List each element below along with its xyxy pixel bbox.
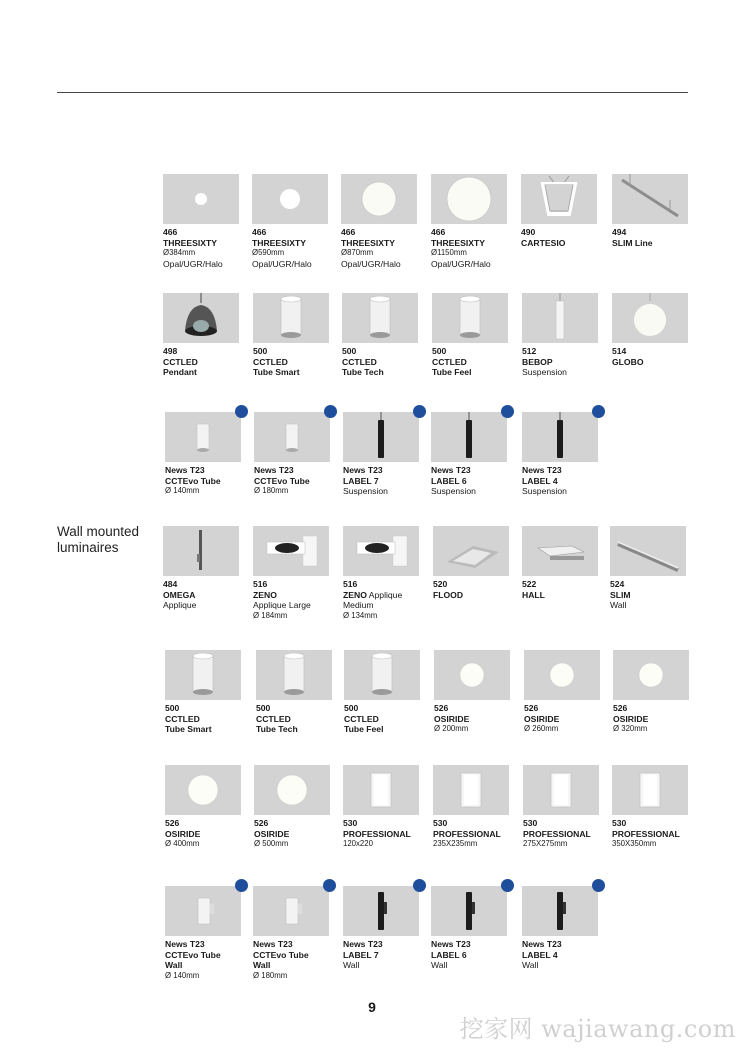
product-name: OSIRIDE	[434, 713, 470, 724]
product-caption	[343, 579, 433, 621]
product-type: Applique	[368, 589, 403, 600]
product-caption	[431, 939, 521, 971]
product-detail: Wall	[610, 600, 627, 611]
product-number: 500	[342, 346, 357, 356]
new-badge-icon	[501, 405, 514, 418]
product-number: 516	[253, 579, 268, 589]
osiride-icon	[613, 650, 689, 700]
product-name: LABEL 7	[343, 475, 379, 486]
product-variant: Tube Smart	[253, 367, 300, 378]
product-thumbnail	[431, 412, 507, 462]
product-detail: Opal/UGR/Halo	[341, 258, 401, 269]
product-caption	[256, 703, 346, 735]
product-thumbnail	[431, 174, 507, 224]
product-caption	[522, 939, 612, 971]
suspension-tube-icon	[522, 293, 598, 343]
product-detail: Applique Large	[253, 600, 311, 611]
product-number: 516	[343, 579, 358, 589]
linear-pendant-icon	[612, 174, 688, 224]
product-detail: Opal/UGR/Halo	[431, 258, 491, 269]
product-caption	[434, 703, 524, 735]
product-name: THREESIXTY	[341, 237, 395, 248]
product-caption	[254, 818, 344, 850]
panel-icon	[343, 765, 419, 815]
product-name: FLOOD	[433, 589, 464, 600]
product-caption	[522, 346, 612, 378]
black-wall-icon	[522, 886, 598, 936]
black-suspension-icon	[522, 412, 598, 462]
product-detail: Ø 140mm	[165, 970, 200, 980]
product-caption	[610, 579, 700, 611]
product-card	[432, 293, 510, 378]
product-variant: Pendant	[163, 367, 197, 378]
new-badge-icon	[592, 879, 605, 892]
product-thumbnail	[612, 765, 688, 815]
product-caption	[433, 579, 523, 600]
flood-icon	[433, 526, 509, 576]
product-number: 526	[524, 703, 539, 713]
product-caption	[432, 346, 522, 378]
product-detail: Opal/UGR/Halo	[252, 258, 312, 269]
product-thumbnail	[522, 412, 598, 462]
product-caption	[522, 465, 612, 497]
product-card	[343, 886, 421, 971]
product-thumbnail	[522, 293, 598, 343]
tube-icon	[344, 650, 420, 700]
product-thumbnail	[165, 650, 241, 700]
product-card	[522, 526, 600, 600]
product-card	[343, 765, 421, 850]
product-card	[522, 412, 600, 497]
bell-pendant-icon	[163, 293, 239, 343]
product-thumbnail	[165, 765, 241, 815]
product-thumbnail	[431, 886, 507, 936]
new-badge-icon	[501, 879, 514, 892]
product-card	[253, 526, 331, 621]
product-caption	[343, 939, 433, 971]
product-caption	[612, 818, 702, 850]
product-detail: Opal/UGR/Halo	[163, 258, 223, 269]
product-caption	[254, 465, 344, 497]
product-thumbnail	[256, 650, 332, 700]
product-thumbnail	[433, 526, 509, 576]
new-badge-icon	[592, 405, 605, 418]
wall-tube-icon	[253, 886, 329, 936]
product-number: News T23	[253, 939, 293, 949]
product-number: News T23	[431, 939, 471, 949]
new-badge-icon	[235, 405, 248, 418]
product-card	[344, 650, 422, 735]
tube-icon	[432, 293, 508, 343]
product-detail: Ø870mm	[341, 248, 374, 258]
osiride-icon	[434, 650, 510, 700]
product-caption	[165, 939, 255, 981]
product-number: 500	[256, 703, 271, 713]
product-variant: Wall	[165, 960, 183, 971]
product-thumbnail	[433, 765, 509, 815]
product-card	[254, 765, 332, 850]
product-name: CCTEvo Tube	[254, 475, 310, 486]
product-caption	[523, 818, 613, 850]
product-name: GLOBO	[612, 356, 644, 367]
product-thumbnail	[434, 650, 510, 700]
product-card	[431, 886, 509, 971]
product-card	[431, 412, 509, 497]
medium-disc-icon	[252, 174, 328, 224]
product-name: CCTLED	[342, 356, 377, 367]
product-number: 530	[343, 818, 358, 828]
product-name: CCTLED	[256, 713, 291, 724]
wall-tube-icon	[165, 886, 241, 936]
product-name: LABEL 6	[431, 475, 467, 486]
xlarge-disc-icon	[431, 174, 507, 224]
tube-icon	[256, 650, 332, 700]
small-tube-icon	[254, 412, 330, 462]
product-thumbnail	[253, 526, 329, 576]
product-card	[163, 293, 241, 378]
product-number: 500	[432, 346, 447, 356]
product-detail: Ø 184mm	[253, 610, 288, 620]
product-variant: Tube Tech	[256, 724, 298, 735]
product-thumbnail	[524, 650, 600, 700]
product-name: OSIRIDE	[165, 828, 201, 839]
product-detail: Ø 260mm	[524, 724, 559, 734]
small-disc-icon	[163, 174, 239, 224]
product-card	[343, 526, 421, 621]
zeno-icon	[343, 526, 419, 576]
product-detail: 275X275mm	[523, 839, 568, 849]
product-detail: Suspension	[343, 486, 388, 497]
new-badge-icon	[235, 879, 248, 892]
black-wall-icon	[343, 886, 419, 936]
product-card	[165, 412, 243, 497]
product-card	[254, 412, 332, 497]
product-number: 498	[163, 346, 178, 356]
product-card	[165, 765, 243, 850]
product-thumbnail	[254, 412, 330, 462]
product-name: THREESIXTY	[163, 237, 217, 248]
product-number: 530	[523, 818, 538, 828]
product-caption	[252, 227, 342, 269]
large-osiride-icon	[165, 765, 241, 815]
product-number: 526	[613, 703, 628, 713]
product-name: CCTLED	[344, 713, 379, 724]
product-detail: 350X350mm	[612, 839, 657, 849]
product-name: HALL	[522, 589, 545, 600]
product-detail: Wall	[522, 960, 539, 971]
product-caption	[344, 703, 434, 735]
product-card	[610, 526, 688, 611]
product-number: 466	[252, 227, 267, 237]
product-name: PROFESSIONAL	[433, 828, 501, 839]
product-detail: Suspension	[431, 486, 476, 497]
product-name: CARTESIO	[521, 237, 566, 248]
product-number: 490	[521, 227, 536, 237]
product-variant: Tube Feel	[432, 367, 472, 378]
product-card	[612, 174, 690, 248]
product-thumbnail	[522, 886, 598, 936]
product-thumbnail	[344, 650, 420, 700]
product-thumbnail	[342, 293, 418, 343]
product-detail: Ø 140mm	[165, 486, 200, 496]
product-caption	[165, 818, 255, 850]
product-name: ZENO	[343, 589, 367, 600]
product-name: THREESIXTY	[431, 237, 485, 248]
product-thumbnail	[343, 526, 419, 576]
product-number: 524	[610, 579, 625, 589]
product-thumbnail	[163, 526, 239, 576]
large-osiride-icon	[254, 765, 330, 815]
frame-pendant-icon	[521, 174, 597, 224]
product-name: CCTLED	[253, 356, 288, 367]
product-thumbnail	[341, 174, 417, 224]
product-name: ZENO	[253, 589, 277, 600]
product-detail: 235X235mm	[433, 839, 478, 849]
product-caption	[163, 227, 253, 269]
product-name: PROFESSIONAL	[523, 828, 591, 839]
product-name: CCTEvo Tube	[253, 949, 309, 960]
product-card	[253, 293, 331, 378]
product-name: PROFESSIONAL	[612, 828, 680, 839]
black-suspension-icon	[343, 412, 419, 462]
product-detail: Ø1150mm	[431, 248, 467, 258]
product-name: PROFESSIONAL	[343, 828, 411, 839]
product-thumbnail	[253, 886, 329, 936]
product-thumbnail	[343, 765, 419, 815]
product-name: OMEGA	[163, 589, 196, 600]
product-name: LABEL 6	[431, 949, 467, 960]
product-card	[256, 650, 334, 735]
product-caption	[612, 346, 702, 367]
product-card	[253, 886, 331, 981]
product-name: CCTLED	[432, 356, 467, 367]
product-number: News T23	[522, 939, 562, 949]
product-card	[612, 765, 690, 850]
product-card	[431, 174, 509, 269]
product-number: 466	[431, 227, 446, 237]
product-thumbnail	[343, 412, 419, 462]
product-detail: Ø 134mm	[343, 610, 378, 620]
product-number: 466	[163, 227, 178, 237]
product-name: CCTEvo Tube	[165, 949, 221, 960]
product-name: BEBOP	[522, 356, 553, 367]
product-name: THREESIXTY	[252, 237, 306, 248]
product-card	[612, 293, 690, 367]
section-title: Wall mounted luminaires	[57, 524, 140, 555]
product-number: 500	[253, 346, 268, 356]
product-card	[433, 526, 511, 600]
product-number: 526	[165, 818, 180, 828]
black-wall-icon	[431, 886, 507, 936]
product-variant: Tube Smart	[165, 724, 212, 735]
product-thumbnail	[432, 293, 508, 343]
product-detail: Ø 180mm	[253, 970, 288, 980]
product-card	[341, 174, 419, 269]
product-number: News T23	[165, 465, 205, 475]
rod-applique-icon	[163, 526, 239, 576]
product-name: LABEL 4	[522, 949, 558, 960]
small-tube-icon	[165, 412, 241, 462]
product-detail: 120x220	[343, 839, 373, 849]
page-number: 9	[368, 999, 376, 1015]
product-name: LABEL 4	[522, 475, 558, 486]
product-number: News T23	[165, 939, 205, 949]
product-thumbnail	[523, 765, 599, 815]
product-name: LABEL 7	[343, 949, 379, 960]
product-caption	[522, 579, 612, 600]
product-caption	[433, 818, 523, 850]
product-detail: Ø 200mm	[434, 724, 469, 734]
product-number: 522	[522, 579, 537, 589]
product-number: 512	[522, 346, 537, 356]
product-card	[522, 886, 600, 971]
product-card	[163, 526, 241, 611]
product-caption	[165, 703, 255, 735]
large-disc-icon	[341, 174, 417, 224]
tube-icon	[253, 293, 329, 343]
new-badge-icon	[413, 405, 426, 418]
product-number: News T23	[343, 465, 383, 475]
product-number: News T23	[431, 465, 471, 475]
product-card	[252, 174, 330, 269]
product-number: 494	[612, 227, 627, 237]
product-caption	[431, 465, 521, 497]
product-card	[434, 650, 512, 735]
product-caption	[165, 465, 255, 497]
product-number: News T23	[254, 465, 294, 475]
new-badge-icon	[324, 405, 337, 418]
globe-icon	[612, 293, 688, 343]
product-thumbnail	[612, 174, 688, 224]
product-variant: Tube Tech	[342, 367, 384, 378]
osiride-icon	[524, 650, 600, 700]
product-detail: Ø 500mm	[254, 839, 289, 849]
product-caption	[343, 818, 433, 850]
product-card	[163, 174, 241, 269]
product-number: News T23	[343, 939, 383, 949]
product-number: 466	[341, 227, 356, 237]
product-name: CCTLED	[165, 713, 200, 724]
product-caption	[341, 227, 431, 269]
product-number: 530	[433, 818, 448, 828]
product-caption	[253, 346, 343, 378]
tube-icon	[165, 650, 241, 700]
product-detail: Ø590mm	[252, 248, 285, 258]
product-name: SLIM	[610, 589, 631, 600]
product-variant: Wall	[253, 960, 271, 971]
product-card	[343, 412, 421, 497]
product-card	[524, 650, 602, 735]
product-detail: Ø 400mm	[165, 839, 200, 849]
product-thumbnail	[610, 526, 686, 576]
product-card	[521, 174, 599, 248]
product-caption	[612, 227, 702, 248]
product-card	[165, 650, 243, 735]
product-thumbnail	[612, 293, 688, 343]
slim-wall-icon	[610, 526, 686, 576]
product-caption	[253, 579, 343, 621]
product-thumbnail	[254, 765, 330, 815]
product-caption	[163, 579, 253, 611]
product-number: 520	[433, 579, 448, 589]
product-detail: Ø 320mm	[613, 724, 648, 734]
product-name: OSIRIDE	[613, 713, 649, 724]
product-name: SLIM Line	[612, 237, 653, 248]
product-thumbnail	[522, 526, 598, 576]
product-variant: Tube Feel	[344, 724, 384, 735]
product-caption	[613, 703, 703, 735]
product-thumbnail	[521, 174, 597, 224]
product-name: CCTLED	[163, 356, 198, 367]
product-thumbnail	[163, 293, 239, 343]
product-card	[342, 293, 420, 378]
product-name: OSIRIDE	[254, 828, 290, 839]
product-caption	[521, 227, 611, 248]
new-badge-icon	[323, 879, 336, 892]
product-card	[522, 293, 600, 378]
product-name: OSIRIDE	[524, 713, 560, 724]
product-thumbnail	[165, 886, 241, 936]
product-detail: Medium	[343, 600, 374, 611]
black-suspension-icon	[431, 412, 507, 462]
product-thumbnail	[163, 174, 239, 224]
product-thumbnail	[343, 886, 419, 936]
product-caption	[253, 939, 343, 981]
product-detail: Wall	[431, 960, 448, 971]
product-number: 526	[254, 818, 269, 828]
product-detail: Suspension	[522, 486, 567, 497]
new-badge-icon	[413, 879, 426, 892]
product-card	[433, 765, 511, 850]
product-detail: Suspension	[522, 367, 567, 378]
product-caption	[524, 703, 614, 735]
product-card	[523, 765, 601, 850]
product-caption	[342, 346, 432, 378]
product-number: 500	[344, 703, 359, 713]
product-detail: Ø 180mm	[254, 486, 289, 496]
panel-icon	[612, 765, 688, 815]
product-number: 514	[612, 346, 627, 356]
tube-icon	[342, 293, 418, 343]
panel-icon	[523, 765, 599, 815]
product-caption	[431, 227, 521, 269]
product-number: 500	[165, 703, 180, 713]
product-number: 526	[434, 703, 449, 713]
watermark: 挖家网 wajiawang.com	[459, 1015, 736, 1043]
zeno-icon	[253, 526, 329, 576]
product-thumbnail	[253, 293, 329, 343]
product-detail: Applique	[163, 600, 197, 611]
product-card	[613, 650, 691, 735]
product-name: CCTEvo Tube	[165, 475, 221, 486]
panel-icon	[433, 765, 509, 815]
product-number: 530	[612, 818, 627, 828]
hall-icon	[522, 526, 598, 576]
product-thumbnail	[252, 174, 328, 224]
product-number: 484	[163, 579, 178, 589]
product-thumbnail	[165, 412, 241, 462]
product-detail: Wall	[343, 960, 360, 971]
product-caption	[343, 465, 433, 497]
product-number: News T23	[522, 465, 562, 475]
product-thumbnail	[613, 650, 689, 700]
product-caption	[163, 346, 253, 378]
product-card	[165, 886, 243, 981]
product-detail: Ø384mm	[163, 248, 196, 258]
